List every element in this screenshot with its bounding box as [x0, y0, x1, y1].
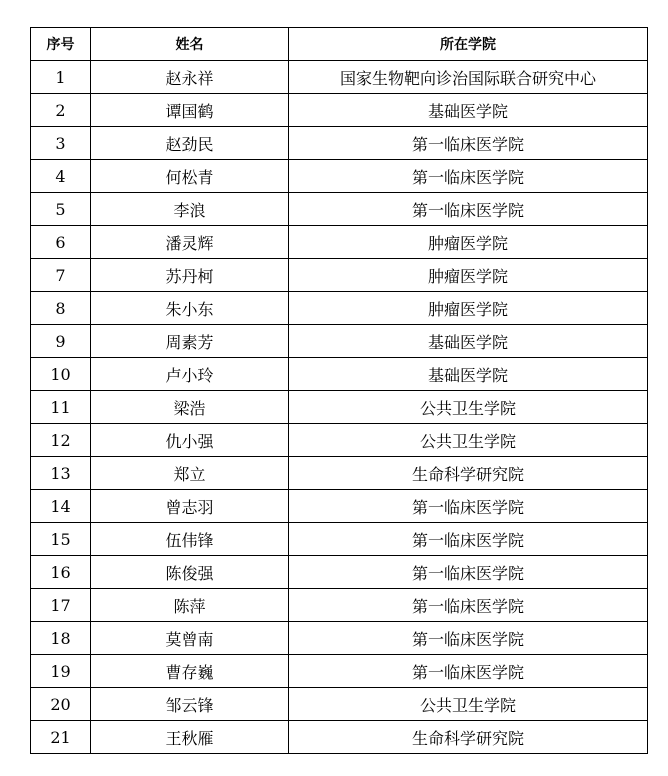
header-index: 序号: [31, 28, 91, 61]
cell-college: 肿瘤医学院: [289, 226, 648, 259]
cell-college: 第一临床医学院: [289, 127, 648, 160]
table-row: [31, 721, 648, 754]
cell-college: 肿瘤医学院: [289, 259, 648, 292]
table-row: [31, 655, 648, 688]
cell-index: 13: [31, 457, 91, 490]
cell-name: 赵永祥: [91, 61, 289, 94]
table-row: [31, 490, 648, 523]
cell-index: 20: [31, 688, 91, 721]
cell-name: 谭国鹤: [91, 94, 289, 127]
cell-college: 第一临床医学院: [289, 523, 648, 556]
cell-name: 郑立: [91, 457, 289, 490]
cell-college: 第一临床医学院: [289, 160, 648, 193]
cell-name: 王秋雁: [91, 721, 289, 754]
table-row: [31, 94, 648, 127]
cell-name: 莫曾南: [91, 622, 289, 655]
cell-college: 第一临床医学院: [289, 622, 648, 655]
cell-index: 16: [31, 556, 91, 589]
cell-index: 4: [31, 160, 91, 193]
cell-index: 7: [31, 259, 91, 292]
cell-name: 陈萍: [91, 589, 289, 622]
table-row: [31, 127, 648, 160]
table-row: [31, 325, 648, 358]
cell-index: 14: [31, 490, 91, 523]
cell-college: 第一临床医学院: [289, 193, 648, 226]
table-row: [31, 424, 648, 457]
table-row: [31, 589, 648, 622]
cell-name: 陈俊强: [91, 556, 289, 589]
cell-index: 21: [31, 721, 91, 754]
table-row: [31, 523, 648, 556]
header-name: 姓名: [91, 28, 289, 61]
cell-name: 李浪: [91, 193, 289, 226]
cell-index: 19: [31, 655, 91, 688]
staff-table: [30, 27, 648, 754]
cell-name: 梁浩: [91, 391, 289, 424]
cell-name: 伍伟锋: [91, 523, 289, 556]
cell-index: 5: [31, 193, 91, 226]
cell-name: 何松青: [91, 160, 289, 193]
cell-name: 赵劲民: [91, 127, 289, 160]
table-row: [31, 193, 648, 226]
cell-index: 15: [31, 523, 91, 556]
cell-name: 潘灵辉: [91, 226, 289, 259]
table-row: [31, 688, 648, 721]
cell-name: 苏丹柯: [91, 259, 289, 292]
cell-name: 曾志羽: [91, 490, 289, 523]
table-row: [31, 292, 648, 325]
cell-college: 第一临床医学院: [289, 655, 648, 688]
table-row: [31, 457, 648, 490]
cell-index: 1: [31, 61, 91, 94]
cell-college: 第一临床医学院: [289, 589, 648, 622]
cell-index: 6: [31, 226, 91, 259]
header-row: [31, 28, 648, 61]
cell-college: 生命科学研究院: [289, 721, 648, 754]
table-row: [31, 391, 648, 424]
cell-college: 生命科学研究院: [289, 457, 648, 490]
cell-index: 8: [31, 292, 91, 325]
table-header: [31, 28, 648, 61]
cell-college: 第一临床医学院: [289, 490, 648, 523]
table-row: [31, 61, 648, 94]
cell-college: 第一临床医学院: [289, 556, 648, 589]
cell-college: 基础医学院: [289, 358, 648, 391]
table-row: [31, 556, 648, 589]
cell-name: 周素芳: [91, 325, 289, 358]
staff-table-container: [30, 27, 648, 754]
cell-college: 公共卫生学院: [289, 688, 648, 721]
cell-college: 公共卫生学院: [289, 391, 648, 424]
cell-name: 曹存巍: [91, 655, 289, 688]
cell-name: 邹云锋: [91, 688, 289, 721]
cell-index: 18: [31, 622, 91, 655]
cell-college: 基础医学院: [289, 94, 648, 127]
cell-index: 3: [31, 127, 91, 160]
cell-index: 10: [31, 358, 91, 391]
cell-college: 肿瘤医学院: [289, 292, 648, 325]
cell-name: 朱小东: [91, 292, 289, 325]
cell-index: 17: [31, 589, 91, 622]
table-row: [31, 622, 648, 655]
header-college: 所在学院: [289, 28, 648, 61]
table-row: [31, 226, 648, 259]
cell-college: 基础医学院: [289, 325, 648, 358]
cell-index: 2: [31, 94, 91, 127]
cell-index: 9: [31, 325, 91, 358]
table-body: [31, 61, 648, 754]
cell-name: 卢小玲: [91, 358, 289, 391]
cell-college: 公共卫生学院: [289, 424, 648, 457]
cell-name: 仇小强: [91, 424, 289, 457]
table-row: [31, 160, 648, 193]
cell-index: 12: [31, 424, 91, 457]
cell-college: 国家生物靶向诊治国际联合研究中心: [289, 61, 648, 94]
table-row: [31, 358, 648, 391]
cell-index: 11: [31, 391, 91, 424]
table-row: [31, 259, 648, 292]
